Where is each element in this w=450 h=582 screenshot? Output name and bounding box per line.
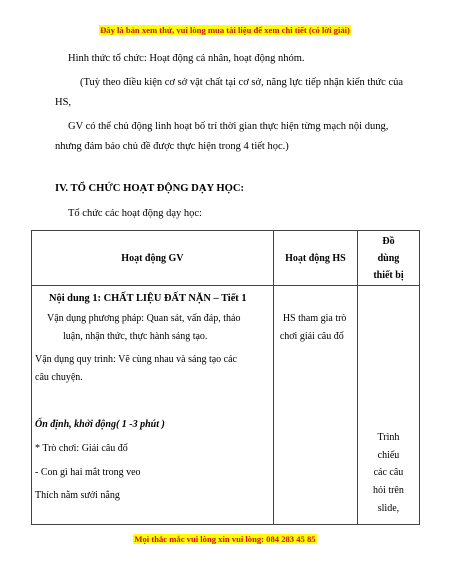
contact-text: Mọi thắc mắc vui lòng xin vui lòng: 084 283 45 85 <box>134 534 316 544</box>
riddle-line2: Thích nằm sưởi nắng <box>35 490 120 501</box>
section-heading: IV. TỔ CHỨC HOẠT ĐỘNG DẠY HỌC: <box>55 183 245 194</box>
method-text-line1: Vận dụng phương pháp: Quan sát, vấn đáp, thảo <box>47 313 241 324</box>
header-student-activity: Hoạt động HS <box>273 231 357 286</box>
equipment-line2: chiếu <box>377 450 400 461</box>
conditions-note-line-cont: HS, <box>55 97 72 108</box>
conditions-note-line: (Tuỳ theo điều kiện cơ sở vật chất tại cơ sở, năng lực tiếp nhận kiến thức của <box>80 77 404 88</box>
warmup-heading: Ổn định, khởi động( 1 -3 phút ) <box>35 419 165 430</box>
teacher-activity-cell <box>32 286 274 525</box>
equipment-line1: Trình <box>377 432 400 443</box>
header-equipment-line1: Đồ <box>382 235 395 247</box>
content-title: Nội dung 1: CHẤT LIỆU ĐẤT NẶN – Tiết 1 <box>49 293 247 304</box>
student-activity-line1: HS tham gia trò <box>282 313 347 324</box>
equipment-cell <box>357 286 419 525</box>
equipment-line5: slide, <box>377 503 400 514</box>
teacher-flexibility-line-cont: nhưng đảm bảo chủ đề được thực hiện trong 4 tiết học.) <box>55 141 289 152</box>
header-equipment-line3: thiết bị <box>373 269 404 281</box>
game-line: * Trò chơi: Giải câu đố <box>35 443 128 454</box>
equipment-line4: hỏi trên <box>373 485 404 496</box>
organization-form-line: Hình thức tổ chức: Hoạt động cá nhân, hoạt động nhóm. <box>68 53 305 64</box>
equipment-line3: các câu <box>373 467 404 478</box>
process-text-line2: câu chuyện. <box>35 372 83 383</box>
activity-table <box>31 230 420 525</box>
method-text-line2: luận, nhận thức, thực hành sáng tạo. <box>63 331 208 342</box>
table-row <box>32 286 420 525</box>
preview-notice-banner <box>0 25 450 35</box>
student-activity-cell <box>273 286 357 525</box>
section-intro: Tổ chức các hoạt động dạy học: <box>68 208 202 219</box>
contact-banner <box>0 534 450 544</box>
header-equipment-line2: dùng <box>377 252 400 264</box>
header-teacher-activity: Hoạt động GV <box>32 231 274 286</box>
table-header-row <box>32 231 420 286</box>
preview-notice-text: Đây là bản xem thử, vui lòng mua tài liệu để xem chi tiết (có lời giải) <box>100 25 350 35</box>
teacher-flexibility-line: GV có thể chủ động linh hoạt bố trí thời gian thực hiện từng mạch nội dung, <box>68 121 389 132</box>
student-activity-line2: chơi giải câu đố <box>279 331 344 342</box>
process-text-line1: Vận dụng quy trình: Vẽ cùng nhau và sáng tạo các <box>35 354 237 365</box>
riddle-line1: - Con gì hai mắt trong veo <box>35 467 141 478</box>
header-equipment <box>357 231 419 286</box>
